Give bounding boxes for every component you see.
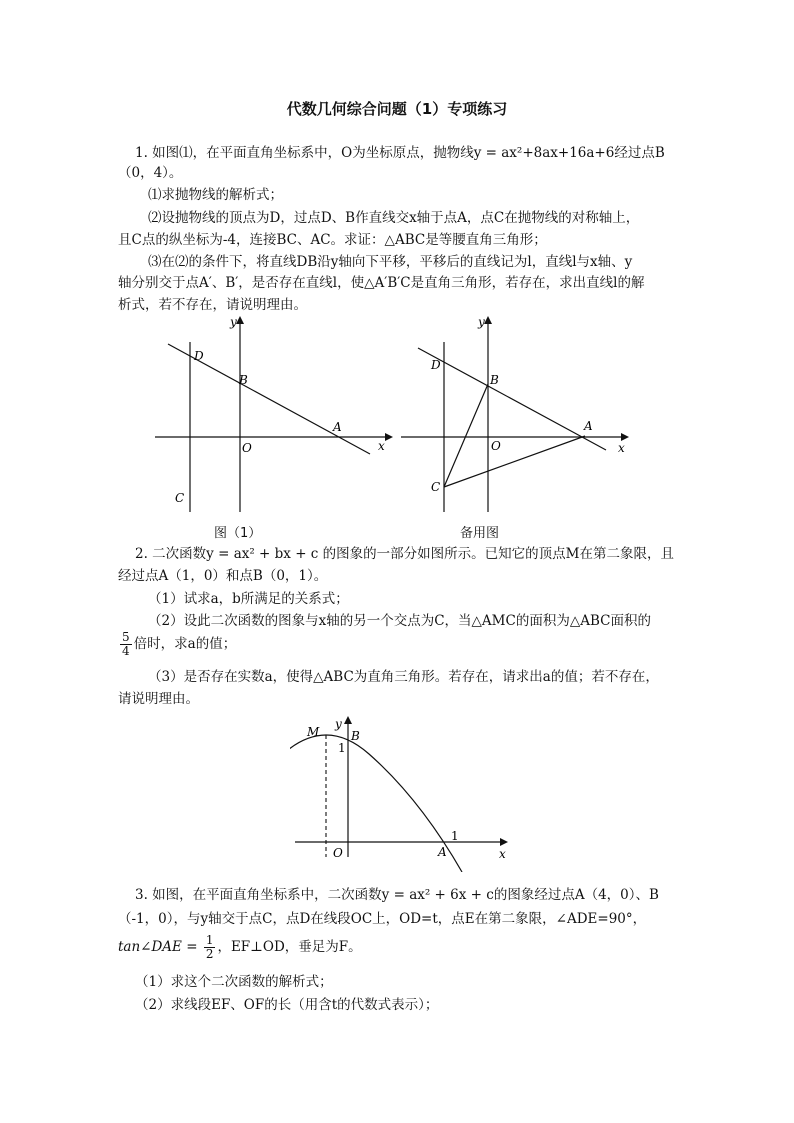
problem-1-part-2: ⑵设抛物线的顶点为D，过点D、B作直线交x轴于点A，点C在抛物线的对称轴上， bbox=[148, 210, 640, 226]
problem-2-line-5 bbox=[118, 631, 236, 658]
fig3-label-a: A bbox=[438, 845, 447, 859]
fig2-label-b: B bbox=[490, 373, 499, 387]
problem-2-line-5-text: 倍时，求a的值； bbox=[133, 636, 237, 652]
problem-1-part-3: ⑶在⑵的条件下，将直线DB沿y轴向下平移，平移后的直线记为l，直线l与x轴、y bbox=[148, 254, 633, 270]
problem-3-line-3 bbox=[118, 934, 362, 961]
fig2-line-db bbox=[418, 348, 606, 450]
fig3-label-one-x: 1 bbox=[451, 829, 459, 843]
problem-2-part-3: （3）是否存在实数a，使得△ABC为直角三角形。若存在，请求出a的值；若不存在， bbox=[148, 669, 659, 685]
fig3-y-arrow bbox=[344, 716, 352, 724]
problem-2-line-2: 经过点A（1，0）和点B（0，1）。 bbox=[118, 568, 328, 584]
fig2-segment-bc bbox=[444, 384, 488, 487]
fig1-label-d: D bbox=[194, 349, 204, 363]
fraction-denominator: 2 bbox=[205, 947, 214, 961]
problem-3-line-1: 3. 如图，在平面直角坐标系中，二次函数y = ax² + 6x + c的图象经过点A（4，0）、B bbox=[135, 887, 659, 903]
fig3-label-y: y bbox=[335, 717, 342, 731]
problem-1-line-1: 1. 如图⑴，在平面直角坐标系中，O为坐标原点，抛物线y = ax²+8ax+16a+6经过点B bbox=[135, 145, 665, 161]
problem-3-line-2: （-1，0），与y轴交于点C，点D在线段OC上，OD=t，点E在第二象限，∠ADE=90°， bbox=[118, 911, 647, 927]
fig3-label-m: M bbox=[307, 725, 320, 739]
problem-1-part-1: ⑴求抛物线的解析式； bbox=[148, 187, 283, 203]
fig1-label-x: x bbox=[378, 439, 385, 453]
problem-1-line-2: （0，4）。 bbox=[118, 165, 183, 181]
fig2-label-x: x bbox=[618, 441, 625, 455]
problem-2-part-1: （1）试求a，b所满足的关系式； bbox=[148, 591, 349, 607]
fraction-one-half bbox=[204, 934, 216, 961]
problem-1-line-5: 且C点的纵坐标为-4，连接BC、AC。求证：△ABC是等腰直角三角形； bbox=[118, 232, 547, 248]
fraction-denominator: 4 bbox=[122, 644, 130, 658]
fig2-x-arrow bbox=[621, 433, 629, 441]
problem-1-line-8: 析式，若不存在，请说明理由。 bbox=[118, 297, 307, 313]
fig1-label-b: B bbox=[239, 373, 248, 387]
problem-3-part-1: （1）求这个二次函数的解析式； bbox=[135, 974, 333, 990]
fig2-label-c: C bbox=[431, 480, 441, 494]
page-title: 代数几何综合问题（1）专项练习 bbox=[286, 100, 508, 118]
fig2-label-o: O bbox=[491, 439, 501, 453]
fig1-label-o: O bbox=[242, 441, 252, 455]
problem-2-line-7: 请说明理由。 bbox=[118, 691, 199, 707]
fig3-label-one-y: 1 bbox=[338, 741, 346, 755]
fraction-five-fourths bbox=[120, 631, 132, 658]
fig2-label-a: A bbox=[584, 419, 593, 433]
fig3-label-o: O bbox=[333, 846, 343, 860]
figure-1 bbox=[150, 312, 400, 517]
tan-expression: tan∠DAE = bbox=[118, 939, 198, 955]
figure-2 bbox=[396, 312, 636, 517]
figure-2-caption: 备用图 bbox=[460, 526, 500, 541]
fig3-parabola bbox=[290, 735, 462, 872]
fig2-label-d: D bbox=[431, 358, 441, 372]
fraction-numerator: 1 bbox=[205, 933, 214, 947]
fig3-x-arrow bbox=[500, 838, 508, 846]
problem-2-line-1: 2. 二次函数y = ax² + bx + c 的图象的一部分如图所示。已知它的顶点M在第二象限，且 bbox=[135, 546, 674, 562]
fraction-numerator: 5 bbox=[122, 630, 130, 644]
figure-3 bbox=[290, 712, 520, 872]
fig3-label-x: x bbox=[499, 847, 506, 861]
fig1-x-arrow bbox=[385, 433, 393, 441]
figure-1-caption: 图（1） bbox=[214, 526, 262, 541]
fig2-y-arrow bbox=[484, 316, 492, 324]
fig1-y-arrow bbox=[236, 316, 244, 324]
fig1-label-a: A bbox=[333, 420, 342, 434]
fig2-segment-ca bbox=[444, 436, 585, 487]
fig1-label-c: C bbox=[175, 491, 185, 505]
problem-3-part-2: （2）求线段EF、OF的长（用含t的代数式表示）； bbox=[135, 997, 439, 1013]
problem-1-line-7: 轴分别交于点A′、B′，是否存在直线l，使△A′B′C是直角三角形，若存在，求出直线l的解 bbox=[118, 275, 645, 291]
problem-2-part-2: （2）设此二次函数的图象与x轴的另一个交点为C，当△AMC的面积为△ABC面积的 bbox=[148, 613, 651, 629]
fig1-label-y: y bbox=[230, 315, 237, 329]
problem-3-line-3-text: ，EF⊥OD，垂足为F。 bbox=[217, 939, 362, 955]
fig2-label-y: y bbox=[478, 315, 485, 329]
fig3-label-b: B bbox=[351, 729, 360, 743]
